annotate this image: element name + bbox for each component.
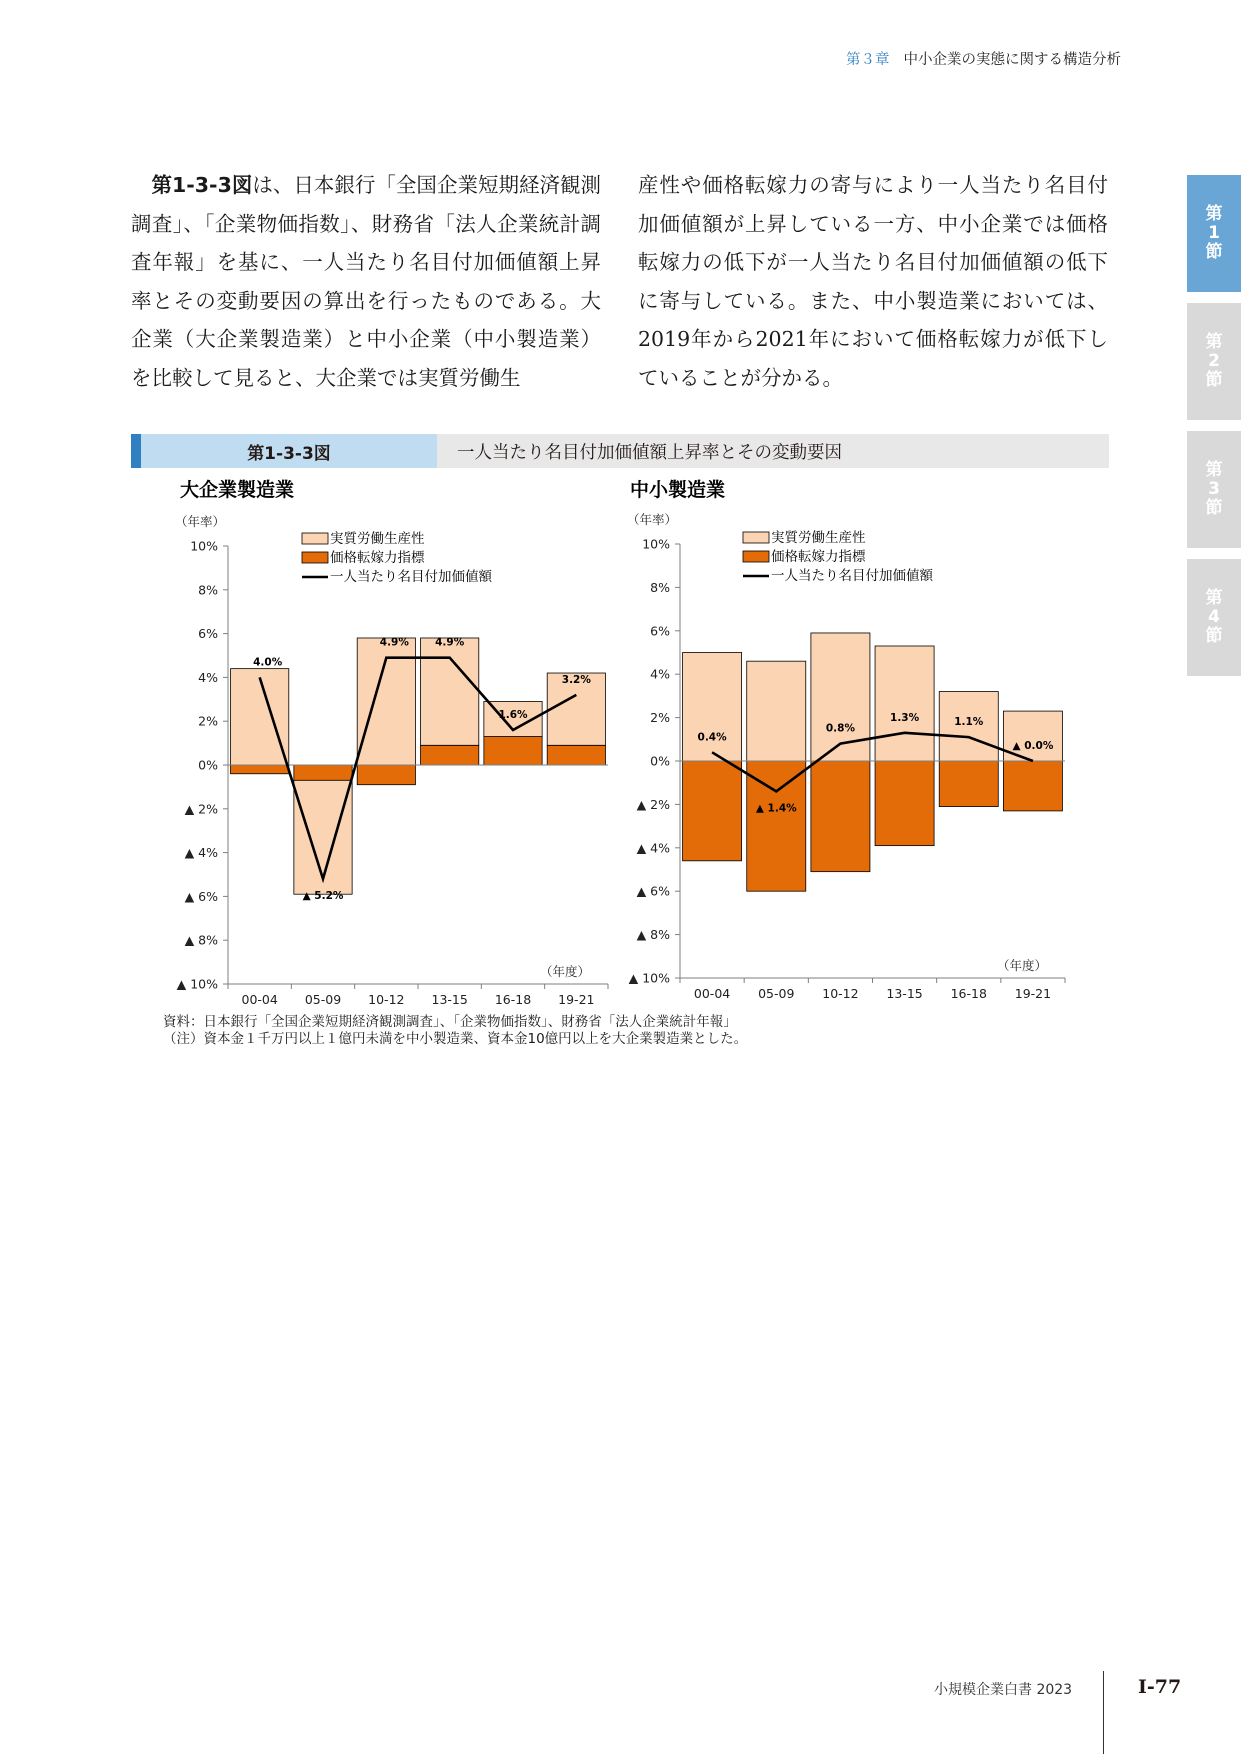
legend-label: 一人当たり名目付加価値額 xyxy=(771,568,933,584)
figure-reference: 第1-3-3図 xyxy=(151,173,253,197)
y-tick-label: ▲ 4% xyxy=(184,845,218,861)
data-label: 4.9% xyxy=(379,636,409,649)
x-tick-label: 16-18 xyxy=(494,992,532,1007)
chart-large-manufacturing xyxy=(160,476,620,1016)
x-axis-label: （年度） xyxy=(996,958,1047,973)
legend-swatch-price-pass-through xyxy=(743,551,769,562)
data-label: 1.1% xyxy=(954,716,984,729)
y-tick-label: 6% xyxy=(650,623,670,639)
y-tick-label: 10% xyxy=(642,536,670,552)
y-tick-label: 0% xyxy=(650,753,670,769)
y-tick-label: 6% xyxy=(198,626,218,642)
y-tick-label: ▲ 2% xyxy=(636,796,670,812)
body-paragraph-right: 産性や価格転嫁力の寄与により一人当たり名目付加価値額が上昇している一方、中小企業では価格転嫁力の低下が一人当たり名目付加価値額の低下に寄与している。また、中小製造業においては、2019年から2021年において価格転嫁力が低下していることが分かる。 xyxy=(638,173,1108,390)
bar-price-pass-through xyxy=(811,761,870,872)
chapter-label: 第３章 xyxy=(846,52,890,68)
page-number: Ⅰ-77 xyxy=(1138,1676,1182,1698)
x-tick-label: 10-12 xyxy=(822,986,859,1001)
bar-price-pass-through xyxy=(421,745,479,765)
x-tick-label: 19-21 xyxy=(1014,986,1052,1001)
data-label: 3.2% xyxy=(561,673,591,686)
data-label: ▲ 0.0% xyxy=(1012,740,1054,752)
bar-price-pass-through xyxy=(1003,761,1062,811)
data-label: 1.3% xyxy=(890,711,920,724)
y-tick-label: ▲ 10% xyxy=(176,976,218,992)
figure-accent xyxy=(131,434,141,468)
figure-notes xyxy=(163,1014,747,1048)
y-tick-label: ▲ 2% xyxy=(184,801,218,817)
tab-section-1[interactable]: 第1節 xyxy=(1187,175,1241,292)
x-tick-label: 16-18 xyxy=(950,986,987,1001)
x-tick-label: 05-09 xyxy=(758,986,795,1001)
tab-section-2[interactable]: 第2節 xyxy=(1187,303,1241,420)
bar-price-pass-through xyxy=(294,765,352,780)
y-tick-label: ▲ 6% xyxy=(636,883,670,899)
data-label: 0.8% xyxy=(825,722,855,735)
footer-divider xyxy=(1103,1671,1104,1754)
figure-title: 一人当たり名目付加価値額上昇率とその変動要因 xyxy=(457,442,842,463)
x-tick-label: 00-04 xyxy=(693,986,731,1001)
bar-price-pass-through xyxy=(939,761,998,807)
x-tick-label: 00-04 xyxy=(241,992,278,1007)
tab-section-3[interactable]: 第3節 xyxy=(1187,431,1241,548)
legend-label: 実質労働生産性 xyxy=(330,531,425,547)
bar-labor-productivity xyxy=(421,638,479,745)
y-axis-label: （年率） xyxy=(174,514,226,529)
y-tick-label: 10% xyxy=(190,538,218,554)
legend-label: 価格転嫁力指標 xyxy=(330,550,425,566)
data-label: ▲ 1.4% xyxy=(755,802,797,815)
bar-price-pass-through xyxy=(484,737,542,765)
y-tick-label: 2% xyxy=(650,710,670,726)
data-label: 1.6% xyxy=(498,708,528,721)
legend-label: 実質労働生産性 xyxy=(771,530,866,546)
y-tick-label: 0% xyxy=(198,757,218,773)
bar-labor-productivity xyxy=(683,653,742,762)
data-label: ▲ 5.2% xyxy=(302,889,344,902)
tab-section-4[interactable]: 第4節 xyxy=(1187,559,1241,676)
y-tick-label: 2% xyxy=(198,713,218,729)
y-tick-label: ▲ 4% xyxy=(636,840,670,856)
x-axis-label: （年度） xyxy=(539,964,590,979)
body-paragraph-left: は、日本銀行「全国企業短期経済観測調査」、「企業物価指数」、財務省「法人企業統計調査年報」を基に、一人当たり名目付加価値額上昇率とその変動要因の算出を行ったものである。大企業（大企業製造業）と中小企業（中小製造業）を比較して見ると、大企業では実質労働生 xyxy=(131,173,602,390)
y-tick-label: ▲ 8% xyxy=(184,932,218,948)
source-note: 資料：日本銀行「全国企業短期経済観測調査」、「企業物価指数」、財務省「法人企業統計年報」 xyxy=(163,1014,737,1030)
bar-price-pass-through xyxy=(747,761,806,891)
bar-price-pass-through xyxy=(683,761,742,861)
y-tick-label: ▲ 8% xyxy=(636,927,670,943)
y-tick-label: ▲ 6% xyxy=(184,888,218,904)
x-tick-label: 19-21 xyxy=(558,992,595,1007)
figure-title-bar xyxy=(131,434,1109,468)
bar-price-pass-through xyxy=(547,745,605,765)
y-tick-label: 8% xyxy=(198,582,218,598)
data-label: 4.9% xyxy=(435,636,465,649)
y-tick-label: ▲ 10% xyxy=(628,970,670,986)
legend-label: 価格転嫁力指標 xyxy=(771,549,866,565)
x-tick-label: 13-15 xyxy=(886,986,923,1001)
bar-price-pass-through xyxy=(357,765,415,785)
y-tick-label: 4% xyxy=(198,669,218,685)
body-text-right xyxy=(638,166,1108,397)
x-tick-label: 13-15 xyxy=(431,992,468,1007)
footer-book-title: 小規模企業白書 2023 xyxy=(934,1682,1073,1698)
legend-label: 一人当たり名目付加価値額 xyxy=(330,569,492,585)
legend-swatch-price-pass-through xyxy=(302,552,328,563)
x-tick-label: 10-12 xyxy=(368,992,405,1007)
y-tick-label: 8% xyxy=(650,579,670,595)
chart-title: 大企業製造業 xyxy=(180,479,295,501)
bar-labor-productivity xyxy=(875,646,934,761)
y-tick-label: 4% xyxy=(650,666,670,682)
legend-swatch-labor-productivity xyxy=(743,532,769,543)
footnote: （注）資本金１千万円以上１億円未満を中小製造業、資本金10億円以上を大企業製造業とした。 xyxy=(163,1031,748,1047)
body-text-left xyxy=(131,166,601,397)
legend-swatch-labor-productivity xyxy=(302,533,328,544)
x-tick-label: 05-09 xyxy=(304,992,342,1007)
chapter-title: 中小企業の実態に関する構造分析 xyxy=(903,52,1121,68)
bar-labor-productivity xyxy=(747,661,806,761)
bar-labor-productivity xyxy=(231,669,289,765)
figure-label: 第1-3-3図 xyxy=(141,434,437,468)
chart-title: 中小製造業 xyxy=(630,479,726,501)
chart-sme-manufacturing xyxy=(610,476,1080,1016)
running-header xyxy=(846,48,1166,69)
data-label: 4.0% xyxy=(253,656,283,669)
y-axis-label: （年率） xyxy=(626,512,678,527)
data-label: 0.4% xyxy=(697,731,727,744)
bar-labor-productivity xyxy=(811,633,870,761)
bar-price-pass-through xyxy=(231,765,289,774)
bar-price-pass-through xyxy=(875,761,934,846)
